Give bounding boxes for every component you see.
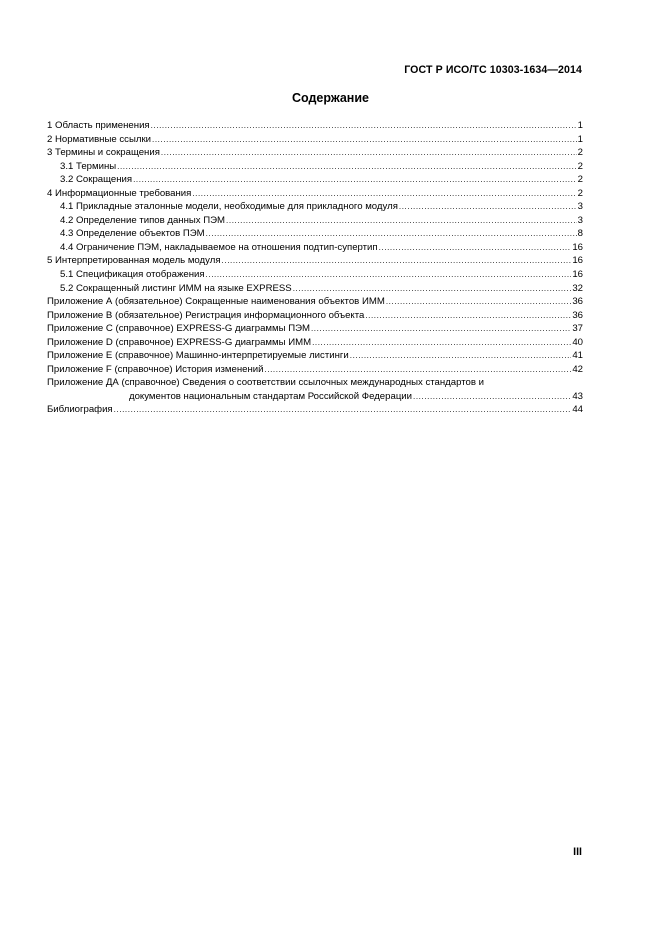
toc-entry-label: Приложение Е (справочное) Машинно-интерпретируемые листинги bbox=[47, 350, 349, 362]
toc-entry-label: 5 Интерпретированная модель модуля bbox=[47, 255, 221, 267]
toc-entry-section-4[interactable] bbox=[47, 187, 583, 201]
toc-entry-page: 37 bbox=[572, 323, 583, 335]
toc-entry-label: Приложение С (справочное) EXPRESS-G диаграммы ПЭМ bbox=[47, 323, 310, 335]
toc-entry-page: 2 bbox=[577, 147, 583, 159]
toc-entry-annex-c[interactable] bbox=[47, 322, 583, 336]
toc-entry-page: 32 bbox=[572, 282, 583, 294]
toc-entry-page: 1 bbox=[577, 133, 583, 145]
toc-entry-page: 16 bbox=[572, 255, 583, 267]
toc-entry-label: 3.2 Сокращения bbox=[60, 174, 133, 186]
toc-leader-dots bbox=[206, 227, 577, 241]
toc-leader-dots bbox=[192, 187, 576, 201]
toc-entry-bibliography[interactable] bbox=[47, 403, 583, 417]
toc-entry-page: 3 bbox=[577, 214, 583, 226]
toc-entry-label: 3 Термины и сокращения bbox=[47, 147, 160, 159]
toc-entry-page: 3 bbox=[577, 201, 583, 213]
toc-entry-page: 36 bbox=[572, 309, 583, 321]
toc-leader-dots bbox=[222, 254, 572, 268]
toc-entry-page: 1 bbox=[577, 120, 583, 131]
toc-entry-label: Приложение А (обязательное) Сокращенные наименования объектов ИММ bbox=[47, 296, 385, 308]
toc-entry-label: Приложение ДА (справочное) Сведения о соответствии ссылочных международных стандартов и bbox=[47, 377, 484, 389]
toc-entry-page: 36 bbox=[572, 296, 583, 308]
toc-entry-annex-f[interactable] bbox=[47, 363, 583, 377]
toc-entry-label: 4.4 Ограничение ПЭМ, накладываемое на отношения подтип-супертип bbox=[60, 241, 378, 253]
toc-entry-section-4-4[interactable] bbox=[47, 241, 583, 255]
toc-entry-page: 40 bbox=[572, 336, 583, 348]
toc-leader-dots bbox=[312, 336, 571, 350]
toc-entry-label: 4.3 Определение объектов ПЭМ bbox=[60, 228, 205, 240]
toc-entry-annex-a[interactable] bbox=[47, 295, 583, 309]
toc-entry-page: 42 bbox=[572, 363, 583, 375]
toc-entry-label: Приложение В (обязательное) Регистрация информационного объекта bbox=[47, 309, 365, 321]
toc-entry-label: 5.2 Сокращенный листинг ИММ на языке EXPRESS bbox=[60, 282, 292, 294]
toc-entry-section-3-2[interactable] bbox=[47, 173, 583, 187]
toc-entry-section-3-1[interactable] bbox=[47, 160, 583, 174]
toc-leader-dots bbox=[114, 403, 572, 417]
toc-entry-annex-da[interactable] bbox=[47, 376, 583, 390]
toc-entry-page: 2 bbox=[577, 174, 583, 186]
toc-title: Содержание bbox=[291, 91, 369, 105]
toc-entry-section-4-3[interactable] bbox=[47, 227, 583, 241]
toc-entry-label: Библиография bbox=[47, 404, 113, 416]
toc-leader-dots bbox=[151, 119, 577, 133]
toc-entry-label: 2 Нормативные ссылки bbox=[47, 133, 152, 145]
toc-entry-page: 2 bbox=[577, 160, 583, 172]
toc-entry-label: Приложение D (справочное) EXPRESS-G диаграммы ИММ bbox=[47, 336, 312, 348]
toc-leader-dots bbox=[350, 349, 572, 363]
toc-entry-section-5-2[interactable] bbox=[47, 282, 583, 296]
toc-entry-section-4-1[interactable] bbox=[47, 200, 583, 214]
toc-entry-page: 16 bbox=[572, 269, 583, 281]
toc-entry-page: 41 bbox=[572, 350, 583, 362]
toc-leader-dots bbox=[226, 214, 577, 228]
toc-entry-section-5-1[interactable] bbox=[47, 268, 583, 282]
toc-leader-dots bbox=[117, 160, 577, 174]
toc-entry-annex-d[interactable] bbox=[47, 336, 583, 350]
toc-entry-section-3[interactable] bbox=[47, 146, 583, 160]
toc-leader-dots bbox=[206, 268, 572, 282]
document-code-header: ГОСТ Р ИСО/ТС 10303-1634—2014 bbox=[404, 64, 582, 76]
page-number: III bbox=[573, 846, 582, 858]
toc-entry-label: 4.2 Определение типов данных ПЭМ bbox=[60, 214, 226, 226]
toc-entry-page: 43 bbox=[572, 390, 583, 402]
toc-leader-dots bbox=[161, 146, 577, 160]
toc-leader-dots bbox=[264, 363, 571, 377]
toc-entry-page: 16 bbox=[572, 241, 583, 253]
toc-entry-annex-e[interactable] bbox=[47, 349, 583, 363]
toc-entry-label: 4 Информационные требования bbox=[47, 187, 192, 199]
toc-leader-dots bbox=[379, 241, 572, 255]
toc-entry-section-1[interactable] bbox=[47, 119, 583, 133]
toc-leader-dots bbox=[152, 133, 577, 147]
toc-entry-section-5[interactable] bbox=[47, 254, 583, 268]
toc-leader-dots bbox=[399, 200, 577, 214]
toc-leader-dots bbox=[413, 390, 571, 404]
toc-entry-page: 2 bbox=[577, 187, 583, 199]
toc-entry-label-continued: документов национальным стандартам Российской Федерации bbox=[129, 390, 413, 402]
toc-entry-label: 5.1 Спецификация отображения bbox=[60, 269, 205, 281]
toc-entry-page: 44 bbox=[572, 404, 583, 416]
toc-entry-label: Приложение F (справочное) История изменений bbox=[47, 363, 264, 375]
toc-entry-section-2[interactable] bbox=[47, 133, 583, 147]
toc-entry-label: 1 Область применения bbox=[47, 120, 150, 131]
toc-leader-dots bbox=[311, 322, 571, 336]
toc-entry-annex-b[interactable] bbox=[47, 309, 583, 323]
toc-entry-page: 8 bbox=[577, 228, 583, 240]
toc-leader-dots bbox=[293, 282, 572, 296]
toc-entry-annex-da-continued[interactable] bbox=[47, 390, 583, 404]
toc-entry-label: 3.1 Термины bbox=[60, 160, 117, 172]
toc-leader-dots bbox=[133, 173, 577, 187]
toc-entry-section-4-2[interactable] bbox=[47, 214, 583, 228]
table-of-contents bbox=[47, 119, 583, 417]
toc-leader-dots bbox=[386, 295, 572, 309]
toc-entry-label: 4.1 Прикладные эталонные модели, необходимые для прикладного модуля bbox=[60, 201, 398, 213]
toc-leader-dots bbox=[365, 309, 571, 323]
